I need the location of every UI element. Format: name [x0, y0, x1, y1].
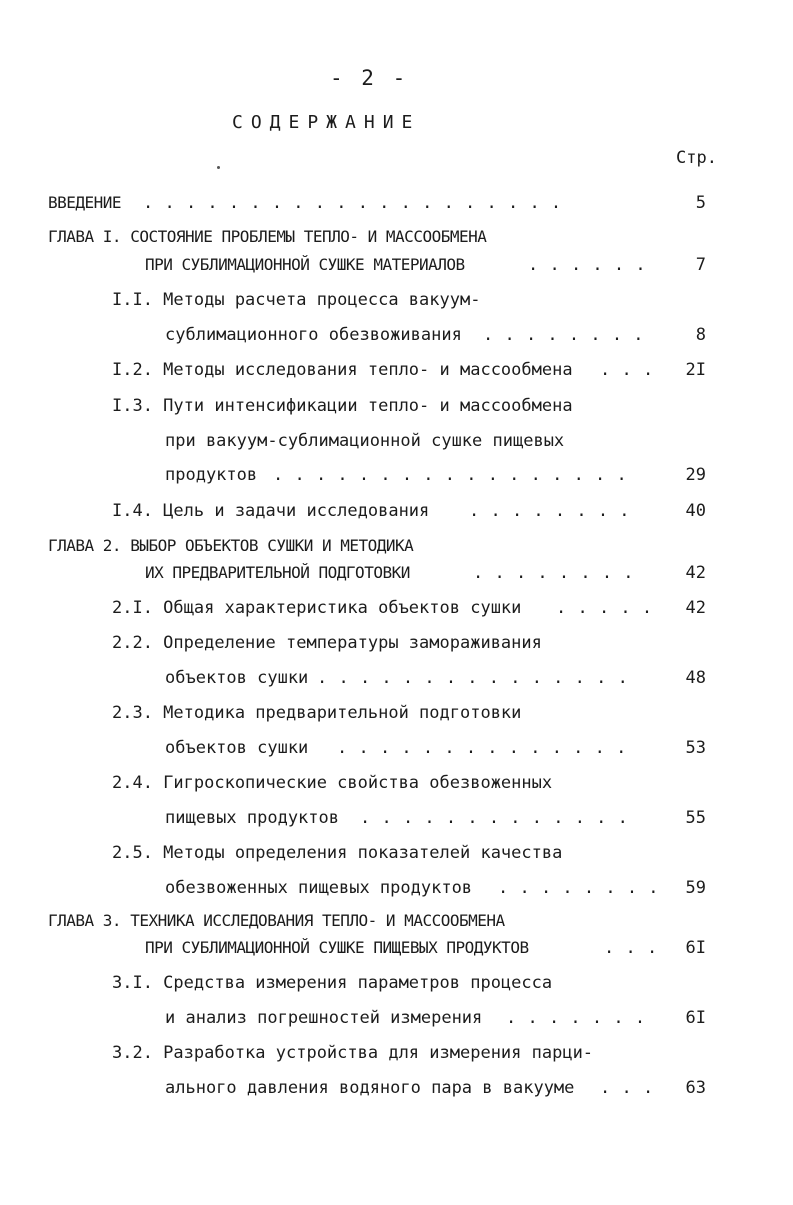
toc-section-3-2 — [112, 1040, 752, 1066]
toc-page-number: 42 — [685, 563, 706, 583]
toc-page-number: 2I — [685, 360, 706, 380]
toc-chapter-3-heading — [48, 908, 748, 934]
toc-entry-text: сублимационного обезвоживания — [165, 325, 462, 345]
toc-entry-text: ВВЕДЕНИЕ — [48, 193, 122, 212]
toc-chapter-1-heading — [48, 224, 748, 250]
toc-leader-dots: . . . . . . . . . . . . . — [360, 808, 629, 828]
toc-section-1-3 — [112, 393, 752, 419]
toc-entry-text: объектов сушки — [165, 668, 309, 688]
toc-entry-text: 2.I. Общая характеристика объектов сушки — [112, 598, 522, 618]
toc-leader-dots: . . . . . . . . . . . . . . . — [317, 668, 629, 688]
toc-leader-dots: . . . . . . — [528, 255, 647, 275]
toc-chapter-2-heading — [48, 533, 748, 559]
toc-page-number: 63 — [685, 1078, 706, 1098]
toc-section-3-2-continuation — [165, 1075, 755, 1101]
toc-entry-text: ПРИ СУБЛИМАЦИОННОЙ СУШКЕ ПИЩЕВЫХ ПРОДУКТОВ — [145, 938, 529, 957]
toc-section-1-3-continuation — [165, 462, 755, 488]
toc-section-1-4 — [112, 498, 752, 524]
toc-entry-text: ГЛАВА 2. ВЫБОР ОБЪЕКТОВ СУШКИ И МЕТОДИКА — [48, 536, 414, 555]
toc-entry-text: обезвоженных пищевых продуктов — [165, 878, 473, 898]
toc-page-number: 40 — [685, 501, 706, 521]
toc-page-number: 5 — [695, 193, 706, 213]
toc-chapter-3-continuation — [145, 935, 755, 961]
toc-entry-text: пищевых продуктов — [165, 808, 339, 828]
toc-section-2-5-continuation — [165, 875, 755, 901]
toc-entry-introduction — [48, 190, 748, 216]
toc-page-number: 6I — [685, 938, 706, 958]
toc-page-number: 8 — [695, 325, 706, 345]
toc-page-number: 42 — [685, 598, 706, 618]
toc-section-2-1 — [112, 595, 752, 621]
toc-entry-text: I.3. Пути интенсификации тепло- и массообмена — [112, 396, 573, 416]
toc-entry-text: 2.5. Методы определения показателей качества — [112, 843, 563, 863]
toc-section-3-1 — [112, 970, 752, 996]
toc-entry-text: 2.3. Методика предварительной подготовки — [112, 703, 522, 723]
page-number: - 2 - — [330, 66, 409, 90]
toc-page-number: 59 — [685, 878, 706, 898]
toc-section-3-1-continuation — [165, 1005, 755, 1031]
toc-page-number: 48 — [685, 668, 706, 688]
toc-leader-dots: . . . . . . . . — [498, 878, 660, 898]
toc-page-number: 7 — [695, 255, 706, 275]
toc-leader-dots: . . . . . . . . . . . . . . . . . — [273, 465, 628, 485]
toc-leader-dots: . . . . . . . . . . . . . . . . . . . . — [143, 193, 562, 213]
toc-entry-text: I.2. Методы исследования тепло- и массообмена — [112, 360, 573, 380]
toc-entry-text: объектов сушки — [165, 738, 309, 758]
toc-entry-text: при вакуум-сублимационной сушке пищевых — [165, 431, 565, 451]
toc-leader-dots: . . . — [600, 360, 654, 380]
toc-entry-text: I.I. Методы расчета процесса вакуум- — [112, 290, 481, 310]
toc-leader-dots: . . . — [604, 938, 658, 958]
toc-section-2-5 — [112, 840, 752, 866]
toc-section-2-3-continuation — [165, 735, 755, 761]
toc-leader-dots: . . . . . . . — [506, 1008, 646, 1028]
toc-entry-text: и анализ погрешностей измерения — [165, 1008, 483, 1028]
toc-entry-text: I.4. Цель и задачи исследования — [112, 501, 430, 521]
toc-leader-dots: . . . . . — [556, 598, 653, 618]
toc-entry-text: 2.4. Гигроскопические свойства обезвоженных — [112, 773, 553, 793]
toc-entry-text: продуктов — [165, 465, 258, 485]
toc-leader-dots: . . . . . . . . — [483, 325, 645, 345]
toc-entry-text: ГЛАВА 3. ТЕХНИКА ИССЛЕДОВАНИЯ ТЕПЛО- И МАССООБМЕНА — [48, 911, 505, 930]
toc-page-number: 53 — [685, 738, 706, 758]
toc-entry-text: 2.2. Определение температуры замораживания — [112, 633, 542, 653]
toc-section-2-2 — [112, 630, 752, 656]
toc-page-number: 29 — [685, 465, 706, 485]
toc-entry-text: ИХ ПРЕДВАРИТЕЛЬНОЙ ПОДГОТОВКИ — [145, 563, 410, 582]
toc-entry-text: ГЛАВА I. СОСТОЯНИЕ ПРОБЛЕМЫ ТЕПЛО- И МАССООБМЕНА — [48, 227, 487, 246]
toc-section-1-1 — [112, 287, 752, 313]
toc-leader-dots: . . . — [600, 1078, 654, 1098]
toc-page-number: 6I — [685, 1008, 706, 1028]
toc-section-1-3-continuation — [165, 428, 755, 454]
toc-chapter-2-continuation — [145, 560, 755, 586]
toc-entry-text: 3.I. Средства измерения параметров процесса — [112, 973, 553, 993]
scan-speck — [217, 166, 220, 169]
toc-section-2-2-continuation — [165, 665, 755, 691]
toc-chapter-1-continuation — [145, 252, 755, 278]
toc-section-1-2 — [112, 357, 752, 383]
toc-entry-text: 3.2. Разработка устройства для измерения парци- — [112, 1043, 594, 1063]
toc-section-2-3 — [112, 700, 752, 726]
page-title: СОДЕРЖАНИЕ — [232, 112, 421, 133]
toc-section-2-4-continuation — [165, 805, 755, 831]
toc-entry-text: ального давления водяного пара в вакууме — [165, 1078, 575, 1098]
page-column-label: Стр. — [676, 148, 717, 168]
toc-section-2-4 — [112, 770, 752, 796]
toc-leader-dots: . . . . . . . . — [473, 563, 635, 583]
toc-section-1-1-continuation — [165, 322, 755, 348]
toc-page-number: 55 — [685, 808, 706, 828]
toc-leader-dots: . . . . . . . . — [469, 501, 631, 521]
toc-entry-text: ПРИ СУБЛИМАЦИОННОЙ СУШКЕ МАТЕРИАЛОВ — [145, 255, 465, 274]
toc-leader-dots: . . . . . . . . . . . . . . — [337, 738, 627, 758]
